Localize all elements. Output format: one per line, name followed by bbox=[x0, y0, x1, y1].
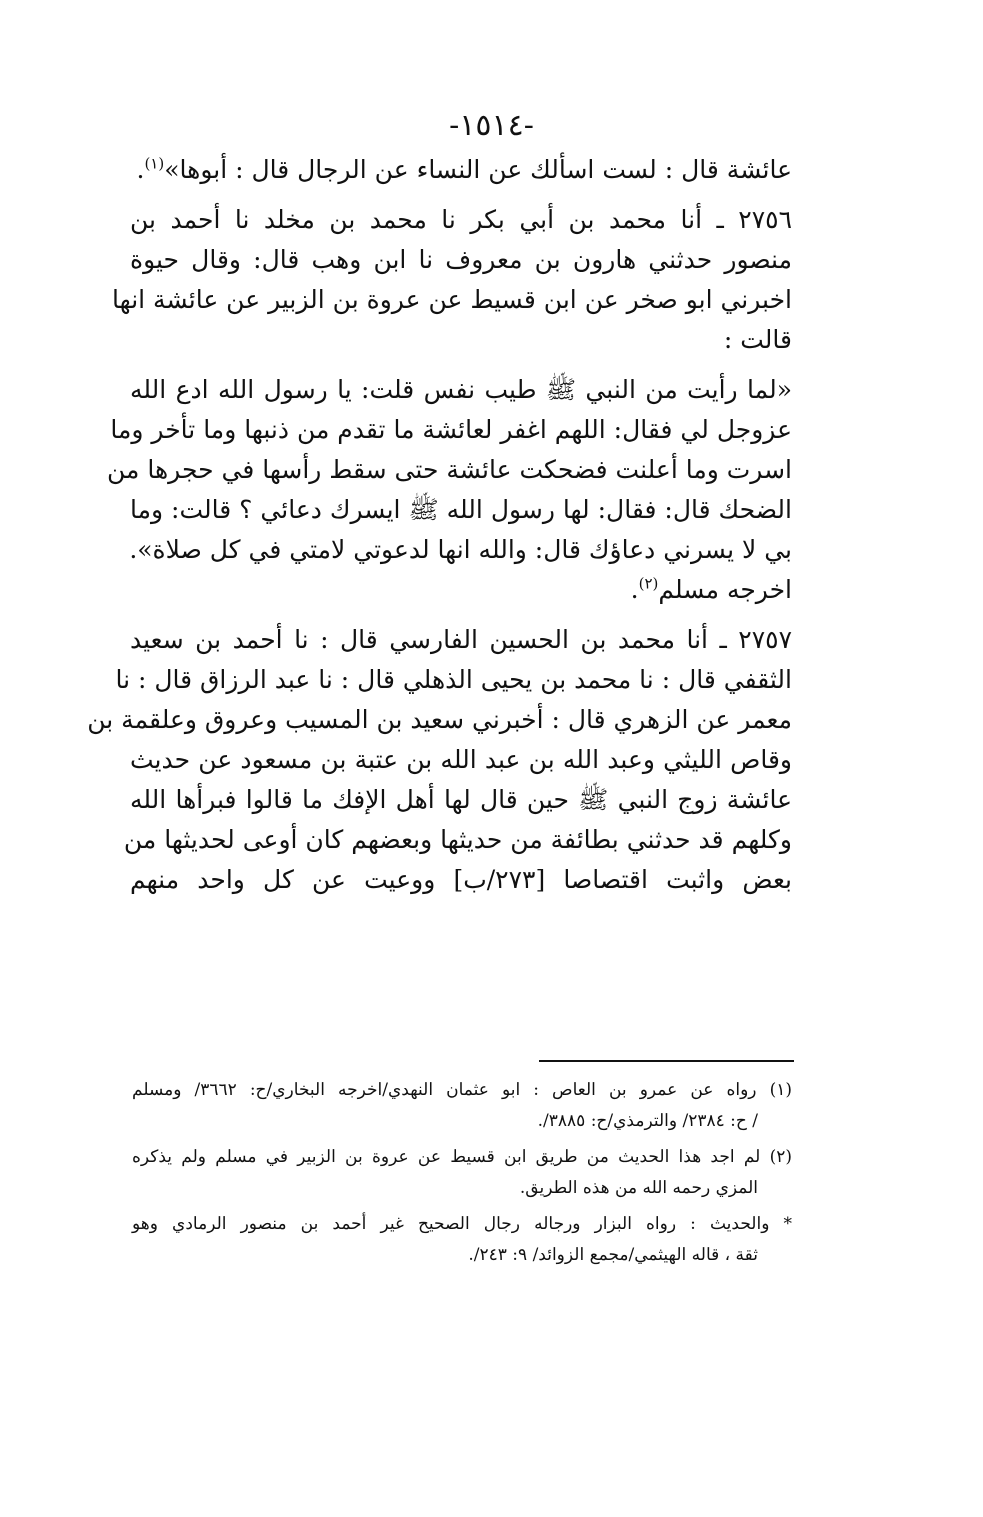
footnote-line bbox=[132, 1106, 792, 1137]
footnote-line-text: (١) رواه عن عمرو بن العاص : ابو عثمان النهدي/اخرجه البخاري/ح: ٣٦٦٢/ ومسلم bbox=[132, 1080, 792, 1100]
text-line-text: عزوجل لي فقال: اللهم اغفر لعائشة ما تقدم من ذنبها وما تأخر وما bbox=[110, 415, 792, 444]
footnote-line bbox=[132, 1209, 792, 1240]
text-line bbox=[130, 530, 792, 570]
text-line-text: بعض واثبت اقتصاصا [٢٧٣/ب] ووعيت عن كل واحد منهم bbox=[130, 865, 792, 894]
text-line bbox=[130, 370, 792, 410]
text-line bbox=[130, 150, 792, 190]
text-line-text: عائشة زوج النبي ﷺ حين قال لها أهل الإفك ما قالوا فبرأها الله bbox=[130, 785, 792, 814]
text-line-text: منصور حدثني هارون بن معروف نا ابن وهب قال: وقال حيوة bbox=[130, 245, 792, 274]
text-line-text: الضحك قال: فقال: لها رسول الله ﷺ ايسرك دعائي ؟ قالت: وما bbox=[130, 495, 792, 524]
text-line-text: اخبرني ابو صخر عن ابن قسيط عن عروة بن الزبير عن عائشة انها bbox=[112, 285, 792, 314]
text-line bbox=[130, 200, 792, 240]
text-line bbox=[130, 780, 792, 820]
footnote-divider bbox=[539, 1060, 794, 1062]
text-line-text: ٢٧٥٧ ـ أنا محمد بن الحسين الفارسي قال : نا أحمد بن سعيد bbox=[130, 625, 792, 654]
text-line bbox=[112, 280, 792, 320]
main-text bbox=[87, 150, 792, 900]
text-line bbox=[87, 700, 792, 740]
text-line bbox=[130, 570, 792, 610]
text-line-text: وقاص الليثي وعبد الله بن عبد الله بن عتبة بن مسعود عن حديث bbox=[130, 745, 792, 774]
paragraph-gap bbox=[130, 610, 792, 620]
footnote-line-text: / ح: ٢٣٨٤/ والترمذي/ح: ٣٨٨٥/. bbox=[537, 1111, 758, 1131]
footnote-line bbox=[132, 1240, 792, 1271]
text-line-text: قالت : bbox=[723, 325, 792, 354]
footnote-line bbox=[132, 1142, 792, 1173]
text-line-text: معمر عن الزهري قال : أخبرني سعيد بن المسيب وعروق وعلقمة بن bbox=[87, 705, 792, 734]
text-line-text: «لما رأيت من النبي ﷺ طيب نفس قلت: يا رسول الله ادع الله bbox=[130, 375, 792, 404]
page-number: -١٥١٤- bbox=[449, 108, 534, 143]
text-line-text: اسرت وما أعلنت فضحكت عائشة حتى سقط رأسها في حجرها من bbox=[107, 455, 792, 484]
text-line bbox=[107, 450, 792, 490]
trailing-punctuation: . bbox=[136, 155, 145, 184]
trailing-punctuation: . bbox=[630, 575, 639, 604]
text-line bbox=[130, 620, 792, 660]
footnote-line-text: * والحديث : رواه البزار ورجاله رجال الصحيح غير أحمد بن منصور الرمادي وهو bbox=[132, 1214, 792, 1234]
text-line bbox=[115, 660, 792, 700]
footnote-marker: (١) bbox=[144, 154, 165, 173]
text-line bbox=[130, 490, 792, 530]
text-line bbox=[130, 320, 792, 360]
text-line-text: وكلهم قد حدثني بطائفة من حديثها وبعضهم كان أوعى لحديثها من bbox=[123, 825, 792, 854]
text-line-text: عائشة قال : لست اسألك عن النساء عن الرجال قال : أبوها» bbox=[164, 155, 792, 184]
footnote-line-text: المزي رحمه الله من هذه الطريق. bbox=[519, 1178, 758, 1198]
footnote-line bbox=[132, 1173, 792, 1204]
text-line bbox=[130, 740, 792, 780]
text-line bbox=[123, 820, 792, 860]
paragraph-gap bbox=[130, 360, 792, 370]
footnote-line bbox=[132, 1075, 792, 1106]
text-line bbox=[130, 240, 792, 280]
text-line bbox=[130, 860, 792, 900]
text-line-text: بي لا يسرني دعاؤك قال: والله انها لدعوتي لامتي في كل صلاة». bbox=[129, 535, 792, 564]
footnote-marker: (٢) bbox=[638, 574, 659, 593]
footnotes bbox=[132, 1075, 792, 1271]
text-line-text: الثقفي قال : نا محمد بن يحيى الذهلي قال : نا عبد الرزاق قال : نا bbox=[115, 665, 792, 694]
footnote-line-text: (٢) لم اجد هذا الحديث من طريق ابن قسيط عن عروة بن الزبير في مسلم ولم يذكره bbox=[132, 1147, 792, 1167]
paragraph-gap bbox=[130, 190, 792, 200]
footnote-line-text: ثقة ، قاله الهيثمي/مجمع الزوائد/ ٩: ٢٤٣/. bbox=[468, 1245, 758, 1265]
text-line-text: اخرجه مسلم bbox=[658, 575, 792, 604]
text-line bbox=[110, 410, 792, 450]
text-line-text: ٢٧٥٦ ـ أنا محمد بن أبي بكر نا محمد بن مخلد نا أحمد بن bbox=[130, 205, 792, 234]
